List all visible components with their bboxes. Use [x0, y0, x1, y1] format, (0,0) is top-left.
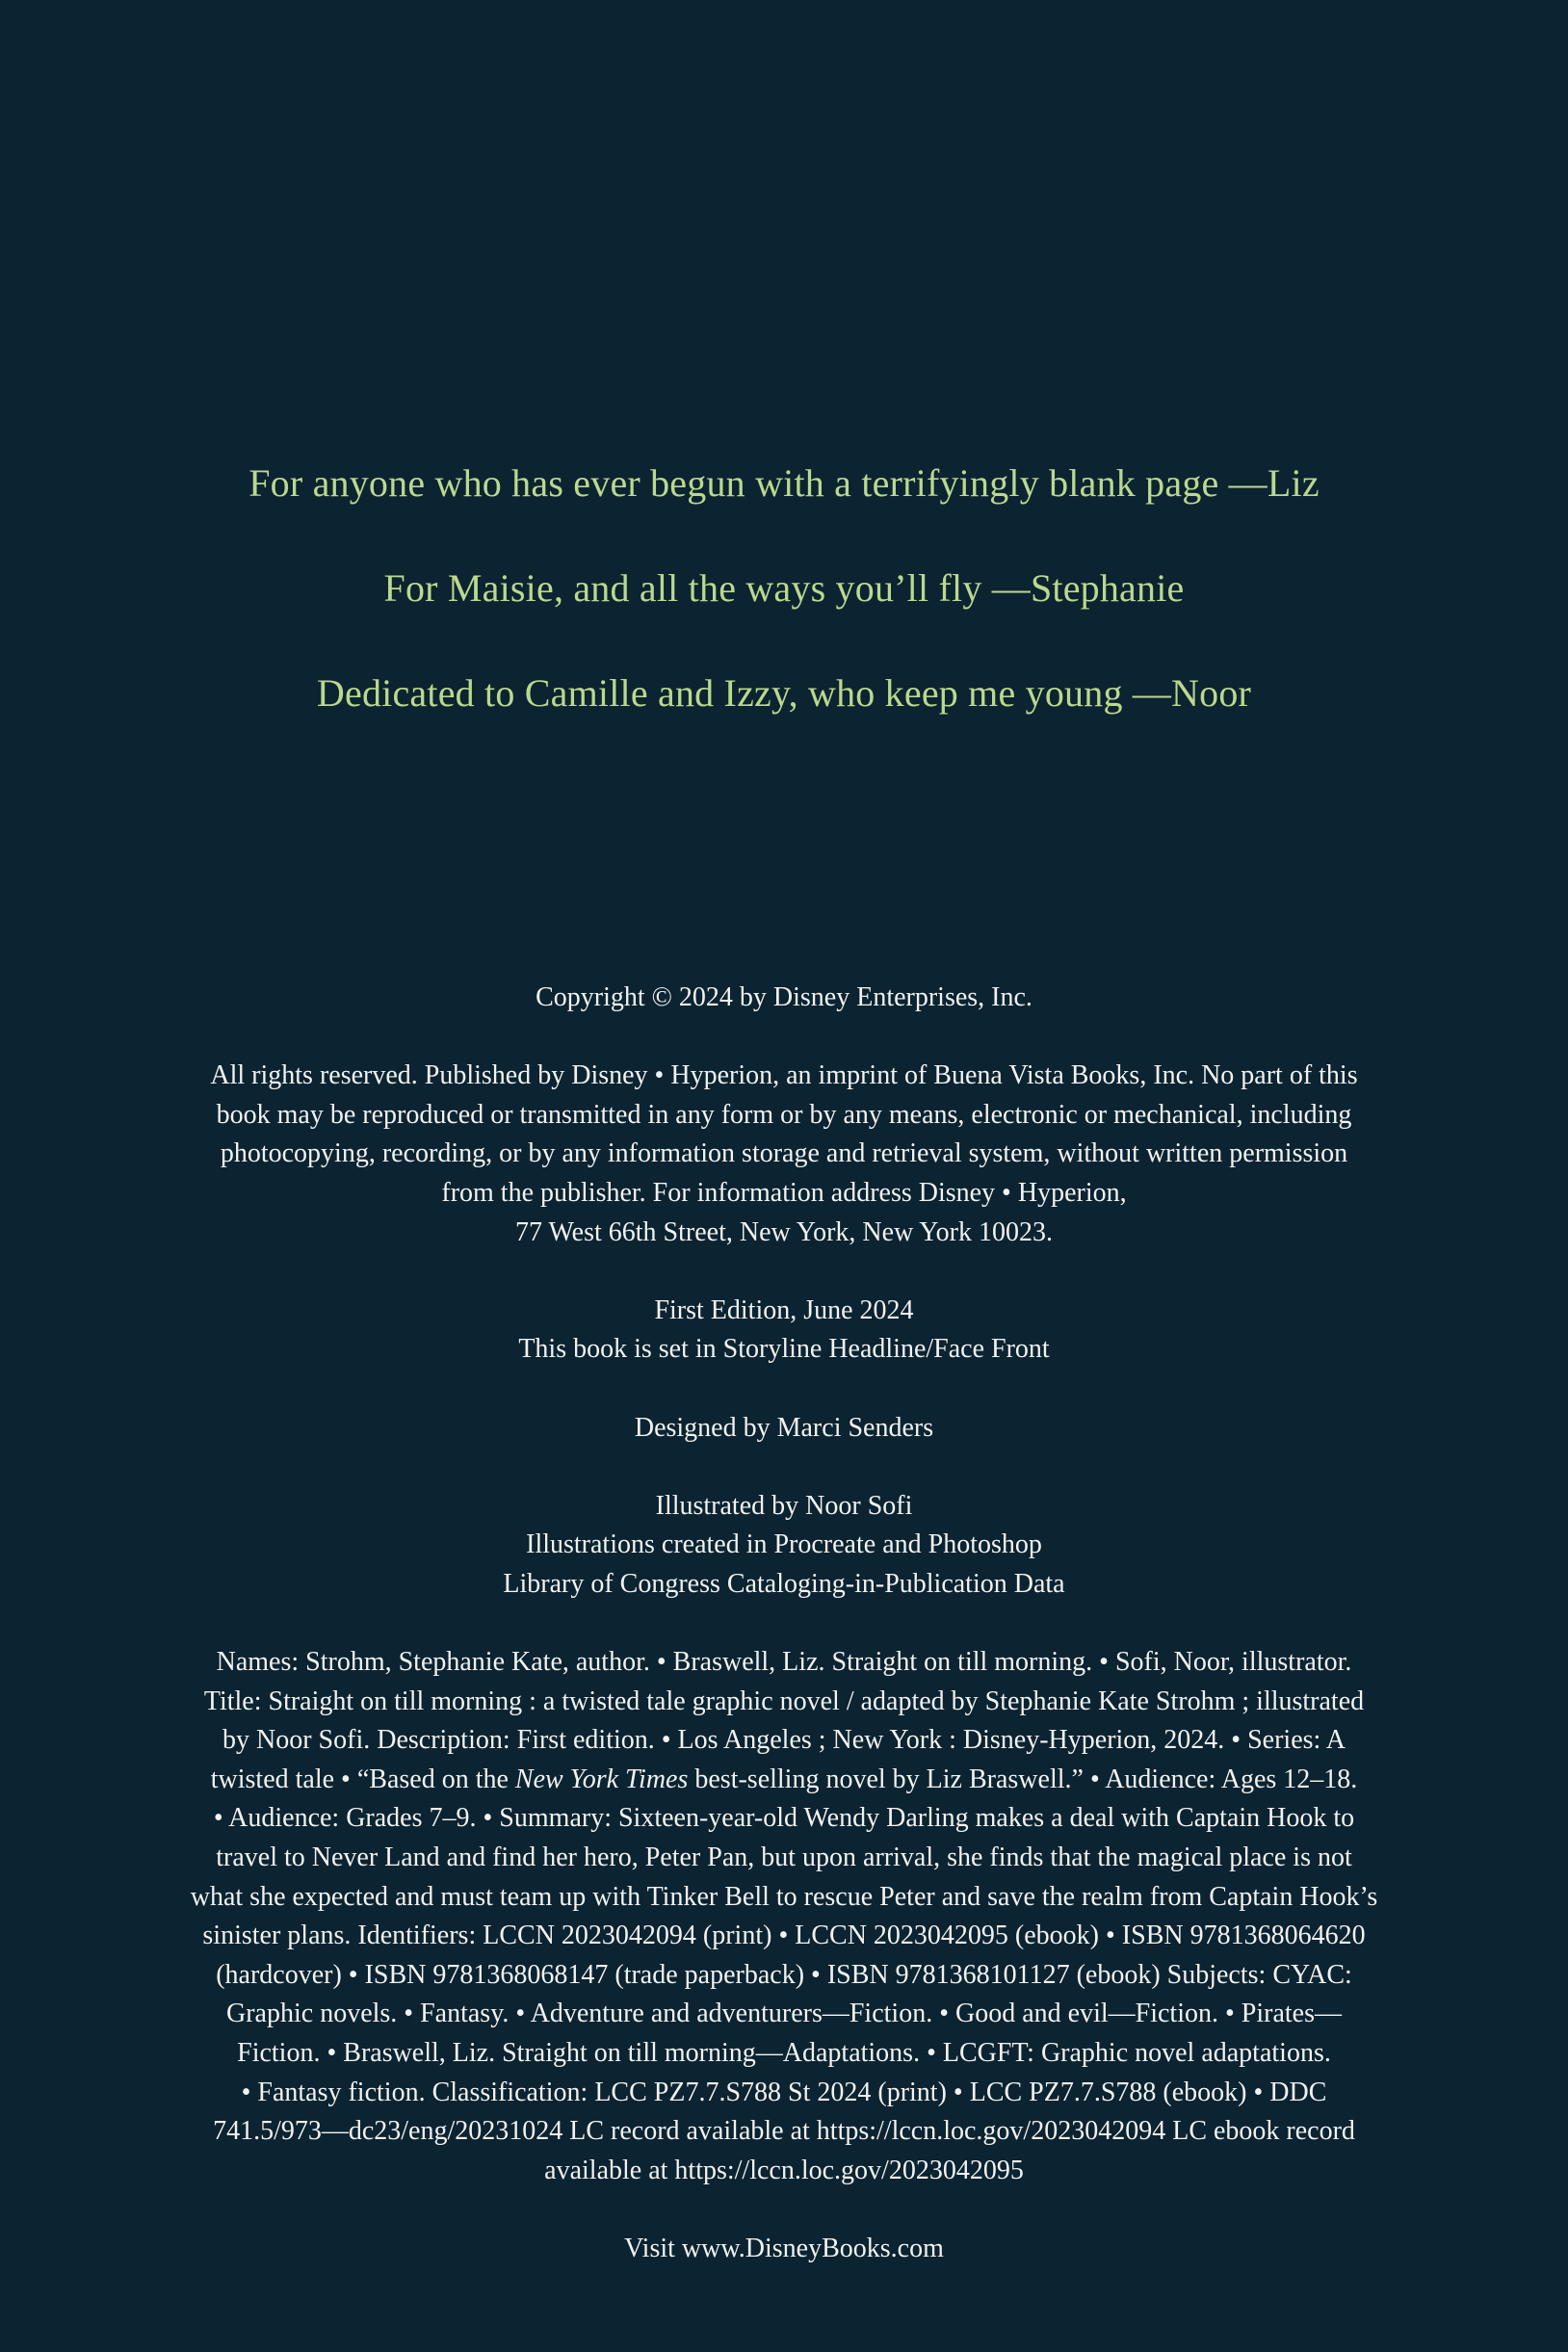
rights-line: All rights reserved. Published by Disney • Hyperion, an imprint of Buena Vista Books, Inc. No part of this	[210, 1060, 1358, 1091]
cip-line: travel to Never Land and find her hero, Peter Pan, but upon arrival, she finds that the magical place is not	[216, 1842, 1352, 1873]
cip-line-text: twisted tale • “Based on the	[210, 1764, 515, 1794]
typeface-info: This book is set in Storyline Headline/Face Front	[518, 1334, 1050, 1365]
dedication-liz: For anyone who has ever begun with a terrifyingly blank page —Liz	[248, 461, 1320, 505]
cip-line: sinister plans. Identifiers: LCCN 2023042094 (print) • LCCN 2023042095 (ebook) • ISBN 9781368064620	[202, 1921, 1366, 1951]
edition-info: First Edition, June 2024	[654, 1294, 914, 1325]
rights-line: from the publisher. For information address Disney • Hyperion,	[441, 1177, 1127, 1208]
cip-line	[87, 1761, 1481, 1800]
cip-line-text: best-selling novel by Liz Braswell.” • Audience: Ages 12–18.	[688, 1764, 1358, 1794]
cip-line: 741.5/973—dc23/eng/20231024 LC record available at https://lccn.loc.gov/2023042094 LC ebook record	[213, 2116, 1355, 2147]
cip-line: Title: Straight on till morning : a twisted tale graphic novel / adapted by Stephanie Kate Strohm ; illustrated	[203, 1686, 1365, 1716]
copyright-section	[87, 979, 1481, 2269]
rights-line: book may be reproduced or transmitted in any form or by any means, electronic or mechanical, including	[216, 1099, 1352, 1130]
cip-line: • Audience: Grades 7–9. • Summary: Sixteen-year-old Wendy Darling makes a deal with Captain Hook to	[213, 1803, 1355, 1834]
cip-line: by Noor Sofi. Description: First edition. • Los Angeles ; New York : Disney-Hyperion, 2024. • Series: A	[222, 1725, 1346, 1756]
cip-heading: Library of Congress Cataloging-in-Publication Data	[503, 1568, 1065, 1599]
cip-line: what she expected and must team up with Tinker Bell to rescue Peter and save the realm from Captain Hook’s	[190, 1881, 1378, 1912]
illustration-tools: Illustrations created in Procreate and Photoshop	[526, 1529, 1042, 1560]
rights-paragraph	[87, 1057, 1481, 1252]
cip-line: • Fantasy fiction. Classification: LCC PZ7.7.S788 St 2024 (print) • LCC PZ7.7.S788 (ebook) • DDC	[241, 2077, 1327, 2107]
copyright-notice: Copyright © 2024 by Disney Enterprises, Inc.	[536, 982, 1032, 1012]
cip-line: (hardcover) • ISBN 9781368068147 (trade paperback) • ISBN 9781368101127 (ebook) Subjects: CYAC:	[216, 1959, 1352, 1990]
cip-line: Names: Strohm, Stephanie Kate, author. • Braswell, Liz. Straight on till morning. • Sofi, Noor, illustrator.	[216, 1647, 1352, 1678]
dedications-section	[0, 458, 1568, 773]
dedication-stephanie: For Maisie, and all the ways you’ll fly —Stephanie	[383, 566, 1185, 610]
cip-line: Graphic novels. • Fantasy. • Adventure and adventurers—Fiction. • Good and evil—Fiction. • Pirates—	[226, 1999, 1342, 2029]
newspaper-title: New York Times	[514, 1764, 689, 1794]
cip-line: available at https://lccn.loc.gov/2023042095	[544, 2155, 1024, 2185]
rights-line: photocopying, recording, or by any information storage and retrieval system, without written permission	[220, 1138, 1348, 1169]
rights-line: 77 West 66th Street, New York, New York 10023.	[514, 1216, 1054, 1247]
cip-line: Fiction. • Braswell, Liz. Straight on till morning—Adaptations. • LCGFT: Graphic novel adaptations.	[237, 2038, 1331, 2069]
website-link: Visit www.DisneyBooks.com	[624, 2234, 944, 2263]
cip-data	[87, 1643, 1481, 2190]
designer-credit: Designed by Marci Senders	[634, 1412, 934, 1443]
illustrator-credit: Illustrated by Noor Sofi	[655, 1490, 913, 1521]
dedication-noor: Dedicated to Camille and Izzy, who keep me young —Noor	[316, 671, 1252, 715]
